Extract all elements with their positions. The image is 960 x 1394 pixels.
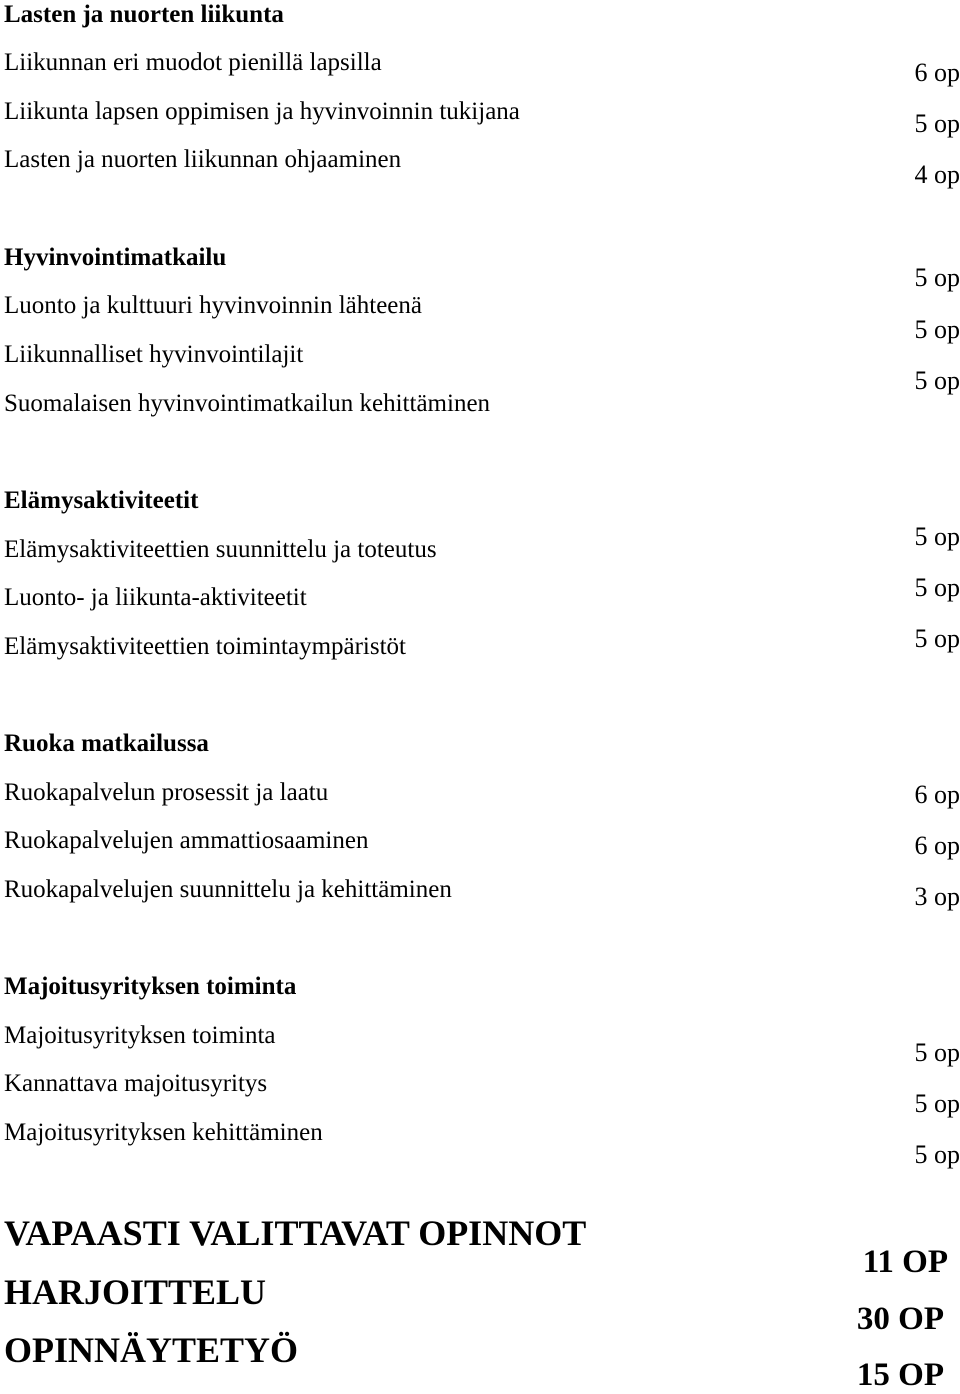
course-name: Elämysaktiviteettien suunnittelu ja toteutus (4, 535, 437, 565)
course-credits: 6 op (915, 58, 960, 88)
course-credits: 5 op (915, 366, 960, 396)
course-name: Elämysaktiviteettien toimintaympäristöt (4, 632, 406, 662)
course-name: Lasten ja nuorten liikunnan ohjaaminen (4, 145, 401, 175)
course-credits: 5 op (915, 1038, 960, 1068)
section-title: Hyvinvointimatkailu (4, 243, 226, 273)
section-title: Lasten ja nuorten liikunta (4, 0, 284, 30)
course-credits: 5 op (915, 1089, 960, 1119)
course-credits: 6 op (915, 780, 960, 810)
course-credits: 5 op (915, 109, 960, 139)
course-name: Liikunta lapsen oppimisen ja hyvinvoinnin tukijana (4, 97, 520, 127)
course-name: Ruokapalvelujen ammattiosaaminen (4, 826, 368, 856)
summary-item-credits: 11 OP (863, 1243, 948, 1281)
course-name: Ruokapalvelujen suunnittelu ja kehittäminen (4, 875, 452, 905)
course-name: Kannattava majoitusyritys (4, 1069, 267, 1099)
summary-item-name: VAPAASTI VALITTAVAT OPINNOT (4, 1213, 586, 1253)
course-credits: 5 op (915, 263, 960, 293)
summary-item-credits: 30 OP (857, 1300, 944, 1338)
summary-item-name: OPINNÄYTETYÖ (4, 1330, 298, 1370)
course-credits: 4 op (915, 160, 960, 190)
section-title: Majoitusyrityksen toiminta (4, 972, 296, 1002)
section-title: Ruoka matkailussa (4, 729, 209, 759)
course-name: Ruokapalvelun prosessit ja laatu (4, 778, 328, 808)
section-title: Elämysaktiviteetit (4, 486, 198, 516)
summary-item-credits: 15 OP (857, 1356, 944, 1394)
course-credits: 6 op (915, 831, 960, 861)
course-credits: 5 op (915, 573, 960, 603)
course-name: Luonto- ja liikunta-aktiviteetit (4, 583, 307, 613)
course-name: Liikunnan eri muodot pienillä lapsilla (4, 48, 382, 78)
course-name: Liikunnalliset hyvinvointilajit (4, 340, 303, 370)
course-name: Majoitusyrityksen kehittäminen (4, 1118, 323, 1148)
course-credits: 5 op (915, 315, 960, 345)
course-credits: 5 op (915, 624, 960, 654)
course-credits: 3 op (915, 882, 960, 912)
course-name: Luonto ja kulttuuri hyvinvoinnin lähteenä (4, 291, 422, 321)
course-credits: 5 op (915, 1140, 960, 1170)
course-credits: 5 op (915, 522, 960, 552)
course-name: Majoitusyrityksen toiminta (4, 1021, 276, 1051)
course-name: Suomalaisen hyvinvointimatkailun kehittäminen (4, 389, 490, 419)
summary-item-name: HARJOITTELU (4, 1272, 266, 1312)
